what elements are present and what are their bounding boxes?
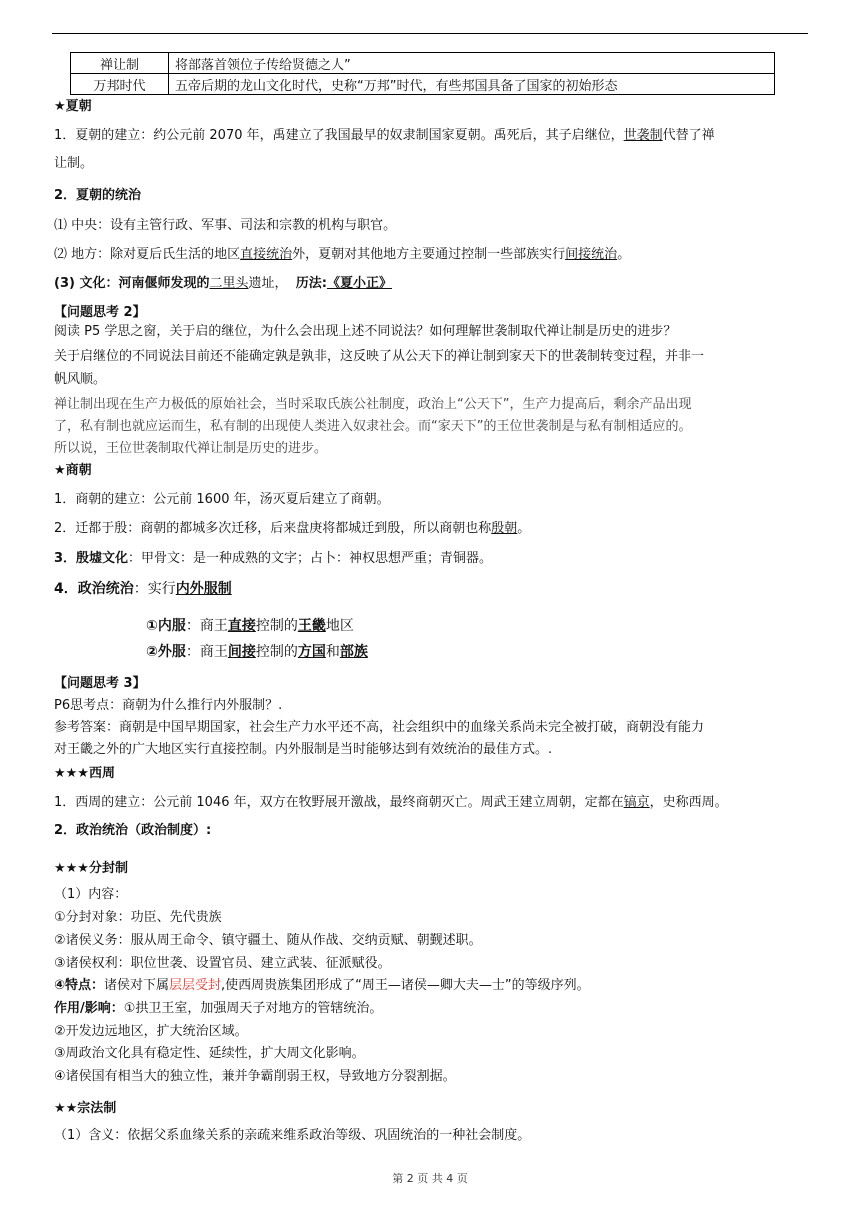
underlined-term: 直接 — [227, 618, 256, 634]
table-cell-term: 禅让制 — [71, 53, 169, 74]
answer-line: 禅让制出现在生产力极低的原始社会，当时采取氏族公社制度，政治上“公天下”，生产力提高后，剩余产品出现 — [54, 397, 692, 412]
text: 诸侯对下属 — [104, 978, 170, 993]
underlined-term: 间接统治 — [565, 247, 618, 262]
text: ④特点： — [54, 978, 105, 993]
list-item-outer-service — [146, 643, 368, 661]
question-text: P6思考点：商朝为什么推行内外服制？. — [54, 698, 283, 713]
underlined-term: 世袭制 — [623, 128, 663, 143]
list-item: （1）含义：依据父系血缘关系的亲疏来维系政治等级、巩固统治的一种社会制度。 — [54, 1128, 531, 1143]
list-item: ③周政治文化具有稳定性、延续性，扩大周文化影响。 — [54, 1046, 365, 1061]
text: 4．政治统治 — [54, 581, 134, 597]
text: 。 — [617, 247, 631, 262]
list-item — [54, 1000, 382, 1018]
answer-line: 了，私有制也就应运而生，私有制的出现使人类进入奴隶社会。而“家天下”的王位世袭制是与私有制相适应的。 — [54, 419, 692, 434]
highlighted-term: 层层受封 — [169, 978, 222, 993]
text: 。 — [517, 521, 531, 536]
list-item: ⑴ 中央：设有主管行政、军事、司法和宗教的机构与职官。 — [54, 218, 397, 233]
text: 外，夏朝对其他地方主要通过控制一些部族实行 — [292, 247, 566, 262]
text: ②外服 — [146, 644, 186, 660]
list-item: ④诸侯国有相当大的独立性，兼并争霸削弱王权，导致地方分裂割据。 — [54, 1069, 456, 1084]
top-rule — [52, 33, 808, 34]
text: 历法: — [295, 276, 327, 291]
section-heading-xia: ★夏朝 — [54, 99, 92, 114]
list-item: ①分封对象：功臣、先代贵族 — [54, 910, 222, 925]
table-cell-desc: 五帝后期的龙山文化时代，史称“万邦”时代，有些邦国具备了国家的初始形态 — [169, 74, 775, 95]
paragraph — [54, 794, 728, 812]
table-row — [71, 74, 775, 95]
text: 控制的 — [255, 644, 298, 660]
text: ,使西周贵族集团形成了“周王—诸侯—卿大夫—士”的等级序列。 — [221, 978, 590, 993]
answer-line: 关于启继位的不同说法目前还不能确定孰是孰非，这反映了从公天下的禅让制到家天下的世袭制转变过程，并非一 — [54, 349, 705, 364]
text: ⑵ 地方：除对夏后氏生活的地区 — [54, 247, 241, 262]
underlined-term: 殷朝 — [491, 521, 518, 536]
text: ：商王 — [185, 644, 228, 660]
paragraph — [54, 127, 715, 145]
answer-line: 对王畿之外的广大地区实行直接控制。内外服制是当时能够达到有效统治的最佳方式。. — [54, 742, 553, 757]
text: ①拱卫王室，加强周天子对地方的管辖统治。 — [123, 1001, 383, 1016]
list-item — [54, 977, 590, 995]
underlined-term: 直接统治 — [240, 247, 293, 262]
underlined-term: 镐京 — [623, 795, 650, 810]
terms-table — [70, 52, 775, 95]
text: 代替了禅 — [662, 128, 715, 143]
question-heading: 【问题思考 3】 — [54, 676, 146, 691]
text: ：实行 — [133, 581, 176, 597]
table-cell-term: 万邦时代 — [71, 74, 169, 95]
text: ①内服 — [146, 618, 186, 634]
section-heading-fenfeng: ★★★分封制 — [54, 861, 128, 876]
underlined-term: 方国 — [297, 644, 326, 660]
underlined-term: 王畿 — [297, 618, 326, 634]
text: 3．殷墟文化 — [54, 551, 129, 566]
underlined-term: 《夏小正》 — [326, 276, 392, 291]
paragraph — [54, 520, 530, 538]
list-item-inner-service — [146, 617, 354, 635]
section-heading-zongfa: ★★宗法制 — [54, 1101, 117, 1116]
paragraph-continuation: 让制。 — [54, 156, 94, 171]
list-item: ②开发边远地区，扩大统治区域。 — [54, 1024, 248, 1039]
list-item: ③诸侯权利：职位世袭、设置官员、建立武装、征派赋役。 — [54, 956, 391, 971]
table-row — [71, 53, 775, 74]
text: ，史称西周。 — [649, 795, 728, 810]
underlined-term: 部族 — [339, 644, 368, 660]
text: 和 — [325, 644, 340, 660]
text: ：甲骨文：是一种成熟的文字；占卜：神权思想严重；青铜器。 — [128, 551, 493, 566]
underlined-term: 二里头 — [209, 276, 249, 291]
text: 控制的 — [255, 618, 298, 634]
list-item: ②诸侯义务：服从周王命令、镇守疆土、随从作战、交纳贡赋、朝觐述职。 — [54, 933, 482, 948]
list-heading: （1）内容： — [54, 887, 128, 902]
table-cell-desc: 将部落首领位子传给贤德之人” — [169, 53, 775, 74]
list-item — [54, 246, 630, 264]
answer-line: 参考答案：商朝是中国早期国家，社会生产力水平还不高，社会组织中的血缘关系尚未完全被打破，商朝没有能力 — [54, 720, 705, 735]
question-heading: 【问题思考 2】 — [54, 305, 146, 320]
text: 1．夏朝的建立：约公元前 2070 年，禹建立了我国最早的奴隶制国家夏朝。禹死后，其子启继位， — [54, 128, 624, 143]
text: 1．西周的建立：公元前 1046 年，双方在牧野展开激战，最终商朝灭亡。周武王建立周朝，定都在 — [54, 795, 624, 810]
page-footer: 第 2 页 共 4 页 — [392, 1172, 468, 1185]
underlined-term: 内外服制 — [175, 581, 232, 597]
subheading: 2．政治统治（政治制度）: — [54, 823, 212, 838]
section-heading-shang: ★商朝 — [54, 463, 92, 478]
subheading: 2．夏朝的统治 — [54, 188, 142, 203]
underlined-term: 间接 — [227, 644, 256, 660]
text: 地区 — [325, 618, 354, 634]
section-heading-zhou: ★★★西周 — [54, 766, 115, 781]
paragraph: 1．商朝的建立：公元前 1600 年，汤灭夏后建立了商朝。 — [54, 492, 390, 507]
answer-line: 所以说，王位世袭制取代禅让制是历史的进步。 — [54, 441, 328, 456]
text: (3) 文化：河南偃师发现的 — [54, 276, 210, 291]
paragraph — [54, 550, 492, 568]
text: ：商王 — [185, 618, 228, 634]
text: 遗址， — [248, 276, 288, 291]
question-text: 阅读 P5 学思之窗，关于启的继位，为什么会出现上述不同说法？如何理解世袭制取代禅让制是历史的进步？ — [54, 324, 677, 339]
list-item — [54, 275, 392, 293]
answer-line: 帆风顺。 — [54, 372, 107, 387]
paragraph — [54, 580, 232, 598]
text: 2．迁都于殷：商朝的都城多次迁移，后来盘庚将都城迁到殷，所以商朝也称 — [54, 521, 492, 536]
text: 作用/影响： — [54, 1001, 124, 1016]
